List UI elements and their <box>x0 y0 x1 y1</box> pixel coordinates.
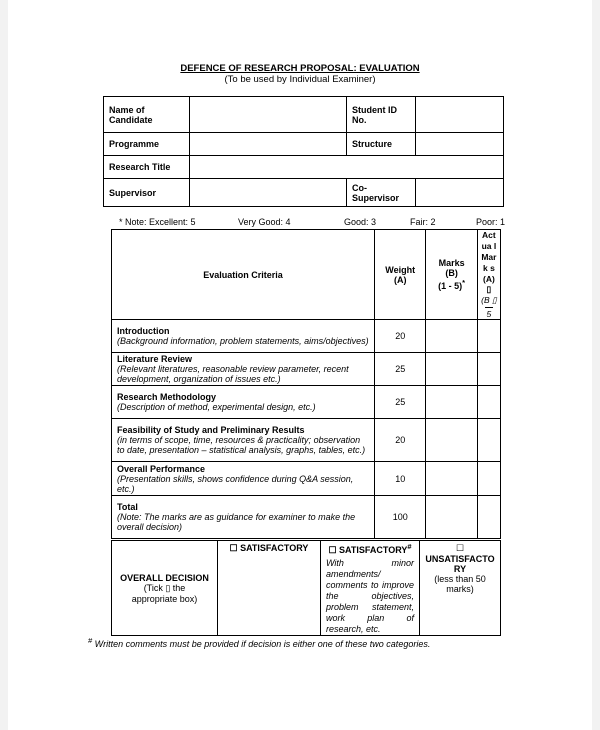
research-title-field[interactable] <box>190 156 504 179</box>
weight-cell: 25 <box>375 353 426 386</box>
marks-header <box>426 230 477 320</box>
programme-field[interactable] <box>190 133 347 156</box>
table-row <box>112 320 501 353</box>
criteria-desc: (Description of method, experimental design, etc.) <box>117 402 316 412</box>
footnote-text: Written comments must be provided if decision is either one of these two categories. <box>92 639 431 649</box>
form-subtitle: (To be used by Individual Examiner) <box>224 74 376 85</box>
actual-cell[interactable] <box>477 462 500 496</box>
actual-header-line1: Actua l Mark s <box>481 230 497 273</box>
actual-cell[interactable] <box>477 386 500 419</box>
note-poor: Poor: 1 <box>476 217 506 227</box>
form-title: DEFENCE OF RESEARCH PROPOSAL: EVALUATION <box>180 63 420 74</box>
satisfactory-cond-hash: # <box>407 542 412 551</box>
marks-header-line2: (1 - 5) <box>438 281 463 291</box>
co-supervisor-label: Co-Supervisor <box>347 179 416 207</box>
total-cell <box>112 496 375 539</box>
criteria-cell <box>112 353 375 386</box>
decision-label: OVERALL DECISION <box>120 572 209 583</box>
unsatisfactory-desc: (less than 50 marks) <box>434 574 486 594</box>
criteria-desc: (Presentation skills, shows confidence during Q&A session, etc.) <box>117 473 354 494</box>
criteria-cell <box>112 320 375 353</box>
total-actual-cell[interactable] <box>477 496 500 539</box>
satisfactory-conditional-option[interactable] <box>321 541 420 636</box>
note-good: Good: 3 <box>344 217 377 227</box>
weight-header-line2: (A) <box>393 274 407 285</box>
unsatisfactory-label: UNSATISFACTORY <box>425 554 495 574</box>
satisfactory-cond-label: ☐ SATISFACTORY <box>328 545 408 555</box>
table-row <box>112 353 501 386</box>
structure-label: Structure <box>347 133 416 156</box>
criteria-cell <box>112 386 375 419</box>
structure-field[interactable] <box>416 133 504 156</box>
evaluation-table <box>111 229 501 539</box>
unsatisfactory-option[interactable] <box>420 541 501 636</box>
marks-cell[interactable] <box>426 320 477 353</box>
table-row <box>112 386 501 419</box>
student-id-label: Student ID No. <box>347 97 416 133</box>
criteria-title: Introduction <box>117 326 170 336</box>
decision-table <box>111 540 501 636</box>
actual-header-line2: (A) ▯ <box>482 274 495 294</box>
criteria-title: Overall Performance <box>117 463 206 474</box>
marks-cell[interactable] <box>426 386 477 419</box>
fraction-bar <box>485 307 493 308</box>
weight-cell: 25 <box>375 386 426 419</box>
marks-header-line1: Marks (B) <box>438 258 465 278</box>
decision-tick-2: appropriate box) <box>131 593 198 604</box>
criteria-title: Research Methodology <box>117 392 217 402</box>
note-excellent: * Note: Excellent: 5 <box>119 217 196 227</box>
footnote <box>88 636 430 649</box>
weight-header-line1: Weight <box>385 264 416 275</box>
criteria-cell <box>112 419 375 462</box>
co-supervisor-field[interactable] <box>416 179 504 207</box>
unsatisfactory-box: ☐ <box>455 543 465 553</box>
satisfactory-option[interactable]: ☐ SATISFACTORY <box>218 541 321 636</box>
weight-cell: 20 <box>375 320 426 353</box>
criteria-header: Evaluation Criteria <box>112 230 375 320</box>
criteria-desc: (Relevant literatures, reasonable review parameter, recent development, organization of issues etc.) <box>117 364 349 384</box>
decision-tick-1: (Tick ▯ the <box>143 582 186 593</box>
supervisor-label: Supervisor <box>104 179 190 207</box>
criteria-title: Feasibility of Study and Preliminary Results <box>117 425 305 435</box>
criteria-desc: (in terms of scope, time, resources & practicality; observation to date, presentation – statistical analysis, graphs, tables, etc.) <box>117 435 366 455</box>
marks-header-asterisk: * <box>462 278 466 287</box>
marks-cell[interactable] <box>426 462 477 496</box>
total-weight: 100 <box>375 496 426 539</box>
programme-label: Programme <box>104 133 190 156</box>
total-row <box>112 496 501 539</box>
note-fair: Fair: 2 <box>410 217 436 227</box>
marks-cell[interactable] <box>426 353 477 386</box>
total-desc: (Note: The marks are as guidance for examiner to make the overall decision) <box>117 512 356 532</box>
supervisor-field[interactable] <box>190 179 347 207</box>
research-title-label: Research Title <box>104 156 190 179</box>
satisfactory-cond-desc: With minor amendments/ comments to improve the objectives, problem statement, work plan of research, etc. <box>326 558 414 634</box>
total-title: Total <box>117 502 138 512</box>
weight-cell: 10 <box>375 462 426 496</box>
weight-cell: 20 <box>375 419 426 462</box>
weight-header <box>375 230 426 320</box>
table-row <box>112 462 501 496</box>
marks-cell[interactable] <box>426 419 477 462</box>
actual-cell[interactable] <box>477 353 500 386</box>
student-id-field[interactable] <box>416 97 504 133</box>
actual-cell[interactable] <box>477 419 500 462</box>
candidate-info-table <box>103 96 504 207</box>
criteria-cell <box>112 462 375 496</box>
total-marks-cell[interactable] <box>426 496 477 539</box>
criteria-desc: (Background information, problem statements, aims/objectives) <box>117 336 369 346</box>
actual-header-fraction <box>481 295 497 319</box>
actual-cell[interactable] <box>477 320 500 353</box>
criteria-title: Literature Review <box>117 354 193 364</box>
decision-label-cell <box>112 541 218 636</box>
footnote-mark: # <box>88 636 93 645</box>
actual-header-denominator: 5 <box>486 309 492 319</box>
actual-header-numerator: (B ▯ <box>481 295 497 305</box>
name-label: Name of Candidate <box>104 97 190 133</box>
table-row <box>112 419 501 462</box>
name-field[interactable] <box>190 97 347 133</box>
note-very-good: Very Good: 4 <box>238 217 291 227</box>
actual-marks-header <box>477 230 500 320</box>
